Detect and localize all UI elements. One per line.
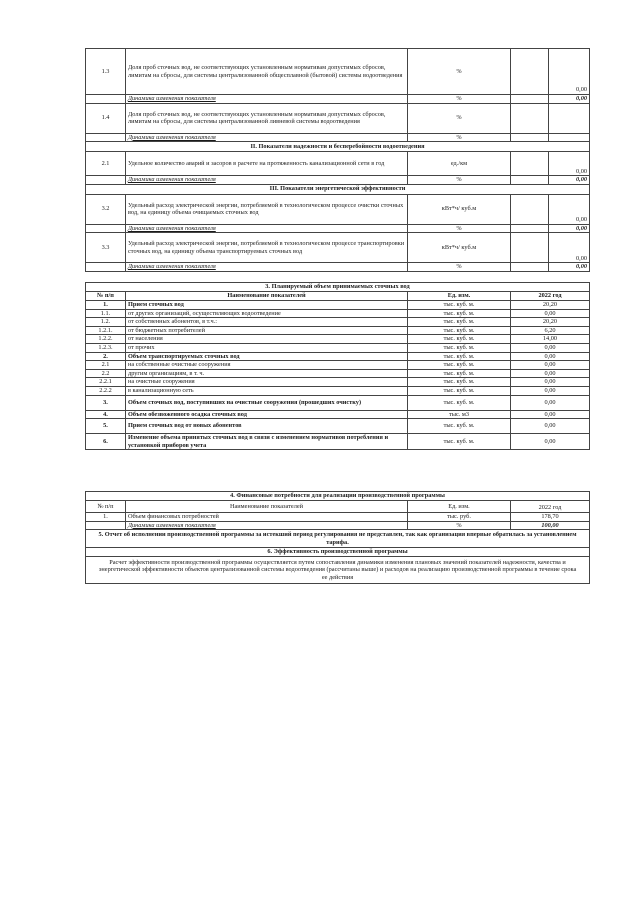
section-title: II. Показатели надежности и бесперебойности водоотведения: [86, 142, 590, 152]
row-number: 1.1.: [86, 309, 126, 318]
indicator-value: 20,20: [511, 318, 590, 327]
row-number: 2.1: [86, 152, 126, 176]
table-row: [86, 133, 590, 142]
indicator-name: Объем финансовых потребностей: [126, 513, 408, 522]
indicator-value: [511, 194, 549, 224]
section-header-row: [86, 184, 590, 194]
indicator-unit: тыс. куб. м.: [408, 369, 511, 378]
row-number: 1.2.3.: [86, 343, 126, 352]
indicator-unit: тыс. руб.: [408, 513, 511, 522]
indicators-table: [85, 48, 590, 272]
row-number: 1.: [86, 513, 126, 522]
indicator-name: Прием сточных вод от новых абонентов: [126, 419, 408, 434]
section-title: III. Показатели энергетической эффективности: [86, 184, 590, 194]
indicator-name: на очистные сооружения: [126, 378, 408, 387]
row-number: 2.1: [86, 361, 126, 370]
table-row: [86, 103, 590, 133]
indicator-unit: %: [408, 263, 511, 272]
indicator-value: 0,00: [549, 224, 590, 233]
row-number: 5.: [86, 419, 126, 434]
indicator-unit: тыс. куб. м.: [408, 361, 511, 370]
table-header-row: [86, 292, 590, 301]
header-year: 2022 год: [511, 501, 590, 513]
header-num: № п/п: [86, 292, 126, 301]
table-row: [86, 361, 590, 370]
dynamics-label: Динамика изменения показателя: [126, 95, 408, 104]
table-row: [86, 513, 590, 522]
indicator-unit: тыс. куб. м.: [408, 386, 511, 395]
indicator-value: 0,00: [549, 176, 590, 185]
indicator-unit: тыс. куб. м.: [408, 343, 511, 352]
row-number: 2.2.1: [86, 378, 126, 387]
table-row: [86, 309, 590, 318]
indicator-unit: тыс. куб. м.: [408, 309, 511, 318]
indicator-value: 0,00: [549, 263, 590, 272]
indicator-unit: %: [408, 95, 511, 104]
header-unit: Ед. изм.: [408, 501, 511, 513]
header-num: № п/п: [86, 501, 126, 513]
table-row: [86, 318, 590, 327]
table-row: [86, 386, 590, 395]
indicator-unit: тыс. куб. м.: [408, 395, 511, 410]
table-row: [86, 410, 590, 419]
indicator-value: [549, 103, 590, 133]
indicator-name: Изменение объема принятых сточных вод в связи с изменением нормативов потребления и установкой приборов учета: [126, 434, 408, 450]
header-unit: Ед. изм.: [408, 292, 511, 301]
table-row: [86, 176, 590, 185]
indicator-value: [511, 176, 549, 185]
row-number: 1.2.1.: [86, 326, 126, 335]
table-row: [86, 233, 590, 263]
row-number: 1.2.2.: [86, 335, 126, 344]
indicator-unit: тыс. куб. м.: [408, 318, 511, 327]
table-row: [86, 326, 590, 335]
table-row: [86, 95, 590, 104]
indicator-value: [511, 95, 549, 104]
indicator-value: [511, 233, 549, 263]
row-number: [86, 521, 126, 530]
table-row: [86, 419, 590, 434]
table-row: [86, 335, 590, 344]
table-row: [86, 395, 590, 410]
table-row: [86, 434, 590, 450]
table-row: [86, 352, 590, 361]
indicator-unit: кВт*ч/ куб.м: [408, 194, 511, 224]
indicator-name: Объем обезвоженного осадка сточных вод: [126, 410, 408, 419]
row-number: 3.: [86, 395, 126, 410]
indicator-unit: ед./км: [408, 152, 511, 176]
indicator-name: Удельный расход электрической энергии, потребляемой в технологическом процессе транспортировки сточных вод, на единицу объема транспортируемых сточных вод: [126, 233, 408, 263]
indicator-unit: тыс. куб. м.: [408, 434, 511, 450]
indicator-name: другим организациям, в т. ч.: [126, 369, 408, 378]
row-number: 2.2.2: [86, 386, 126, 395]
indicator-name: от бюджетных потребителей: [126, 326, 408, 335]
row-number: 1.2.: [86, 318, 126, 327]
row-number: 3.2: [86, 194, 126, 224]
indicator-name: от населения: [126, 335, 408, 344]
table-row: [86, 343, 590, 352]
row-number: 2.2: [86, 369, 126, 378]
indicator-value: 0,00: [549, 194, 590, 224]
indicator-value: 0,00: [511, 410, 590, 419]
table-row: [86, 49, 590, 95]
indicator-name: Доля проб сточных вод, не соответствующих установленным нормативам допустимых сбросов, лимитам на сбросы, для системы централизованной ливневой системы водоотведения: [126, 103, 408, 133]
row-number: 3.3: [86, 233, 126, 263]
indicator-value: 0,00: [511, 361, 590, 370]
indicator-value: [511, 263, 549, 272]
table-row: [86, 152, 590, 176]
indicator-value: 20,20: [511, 301, 590, 310]
row-number: 2.: [86, 352, 126, 361]
indicator-name: Доля проб сточных вод, не соответствующих установленным нормативам допустимых сбросов, лимитам на сбросы, для системы централизованной общесплавной (бытовой) системы водоотведения: [126, 49, 408, 95]
indicator-value: [511, 103, 549, 133]
section-title: 3. Планируемый объем принимаемых сточных вод: [86, 283, 590, 292]
financial-needs-table: [85, 491, 590, 584]
table-row: [86, 521, 590, 530]
section-header-row: [86, 492, 590, 501]
row-number: 4.: [86, 410, 126, 419]
indicator-unit: тыс. куб. м.: [408, 378, 511, 387]
indicator-unit: тыс. куб. м.: [408, 326, 511, 335]
section-title: 4. Финансовые потребности для реализации производственной программы: [86, 492, 590, 501]
indicator-name: от прочих: [126, 343, 408, 352]
section-title: 6. Эффективность производственной программы: [86, 548, 590, 557]
report-section-row: [86, 530, 590, 548]
table-row: [86, 194, 590, 224]
indicator-value: [549, 133, 590, 142]
header-name: Наименование показателей: [126, 292, 408, 301]
indicator-value: 0,00: [511, 386, 590, 395]
indicator-name: от других организаций, осуществляющих водоотведение: [126, 309, 408, 318]
header-name: Наименование показателей: [126, 501, 408, 513]
row-number: 1.: [86, 301, 126, 310]
indicator-value: 0,00: [511, 419, 590, 434]
indicator-unit: %: [408, 176, 511, 185]
indicator-unit: тыс. куб. м.: [408, 301, 511, 310]
indicator-name: от собственных абонентов, в т.ч.:: [126, 318, 408, 327]
indicator-name: на собственные очистные сооружения: [126, 361, 408, 370]
table-row: [86, 301, 590, 310]
row-number: [86, 176, 126, 185]
indicator-unit: тыс. куб. м.: [408, 335, 511, 344]
planned-volume-table: [85, 282, 590, 450]
indicator-value: 0,00: [511, 352, 590, 361]
indicator-value: 0,00: [549, 95, 590, 104]
section-header-row: [86, 283, 590, 292]
indicator-name: Объем транспортируемых сточных вод: [126, 352, 408, 361]
indicator-unit: %: [408, 521, 511, 530]
indicator-value: [511, 224, 549, 233]
indicator-value: 100,00: [511, 521, 590, 530]
indicator-unit: тыс. куб. м.: [408, 419, 511, 434]
dynamics-label: Динамика изменения показателя: [126, 133, 408, 142]
dynamics-label: Динамика изменения показателя: [126, 176, 408, 185]
row-number: [86, 263, 126, 272]
dynamics-label: Динамика изменения показателя: [126, 224, 408, 233]
indicator-name: Прием сточных вод: [126, 301, 408, 310]
row-number: [86, 95, 126, 104]
indicator-value: 0,00: [511, 309, 590, 318]
indicator-value: 0,00: [511, 395, 590, 410]
row-number: [86, 224, 126, 233]
table-row: [86, 378, 590, 387]
indicator-value: 0,00: [511, 369, 590, 378]
indicator-value: [511, 152, 549, 176]
table-row: [86, 224, 590, 233]
indicator-value: 0,00: [549, 152, 590, 176]
indicator-unit: тыс. м3: [408, 410, 511, 419]
indicator-value: 14,00: [511, 335, 590, 344]
efficiency-description: Расчет эффективности производственной программы осуществляется путем сопоставления динамики изменения плановых значений показателей надежности, качества и энергетической эффективности объектов централизованной системы водоотведения (рассчитаны выше) и расходов на реализацию производственной программы в течение срока ее действия: [86, 557, 590, 584]
indicator-unit: %: [408, 224, 511, 233]
header-year: 2022 год: [511, 292, 590, 301]
indicator-unit: кВт*ч/ куб.м: [408, 233, 511, 263]
indicator-value: 0,00: [511, 343, 590, 352]
indicator-value: 6,20: [511, 326, 590, 335]
efficiency-text-row: [86, 557, 590, 584]
table-row: [86, 369, 590, 378]
indicator-name: в канализационную сеть: [126, 386, 408, 395]
table-row: [86, 263, 590, 272]
indicator-value: 178,70: [511, 513, 590, 522]
indicator-value: [511, 49, 549, 95]
indicator-unit: %: [408, 133, 511, 142]
section-header-row: [86, 142, 590, 152]
indicator-name: Объем сточных вод, поступивших на очистные сооружения (прошедших очистку): [126, 395, 408, 410]
row-number: 1.3: [86, 49, 126, 95]
indicator-value: 0,00: [511, 378, 590, 387]
indicator-name: Удельное количество аварий и засоров в расчете на протяженность канализационной сети в год: [126, 152, 408, 176]
row-number: 6.: [86, 434, 126, 450]
section-header-row: [86, 548, 590, 557]
indicator-value: 0,00: [549, 233, 590, 263]
indicator-unit: тыс. куб. м.: [408, 352, 511, 361]
row-number: [86, 133, 126, 142]
dynamics-label: Динамика изменения показателя: [126, 521, 408, 530]
indicator-unit: %: [408, 49, 511, 95]
indicator-name: Удельный расход электрической энергии, потребляемой в технологическом процессе очистки сточных вод, на единицу объема очищаемых сточных вод: [126, 194, 408, 224]
row-number: 1.4: [86, 103, 126, 133]
table-header-row: [86, 501, 590, 513]
dynamics-label: Динамика изменения показателя: [126, 263, 408, 272]
report-statement: 5. Отчет об исполнении производственной программы за истекший период регулирования не представлен, так как организация впервые обратилась за установлением тарифа.: [86, 530, 590, 548]
indicator-value: 0,00: [511, 434, 590, 450]
indicator-value: 0,00: [549, 49, 590, 95]
indicator-value: [511, 133, 549, 142]
indicator-unit: %: [408, 103, 511, 133]
